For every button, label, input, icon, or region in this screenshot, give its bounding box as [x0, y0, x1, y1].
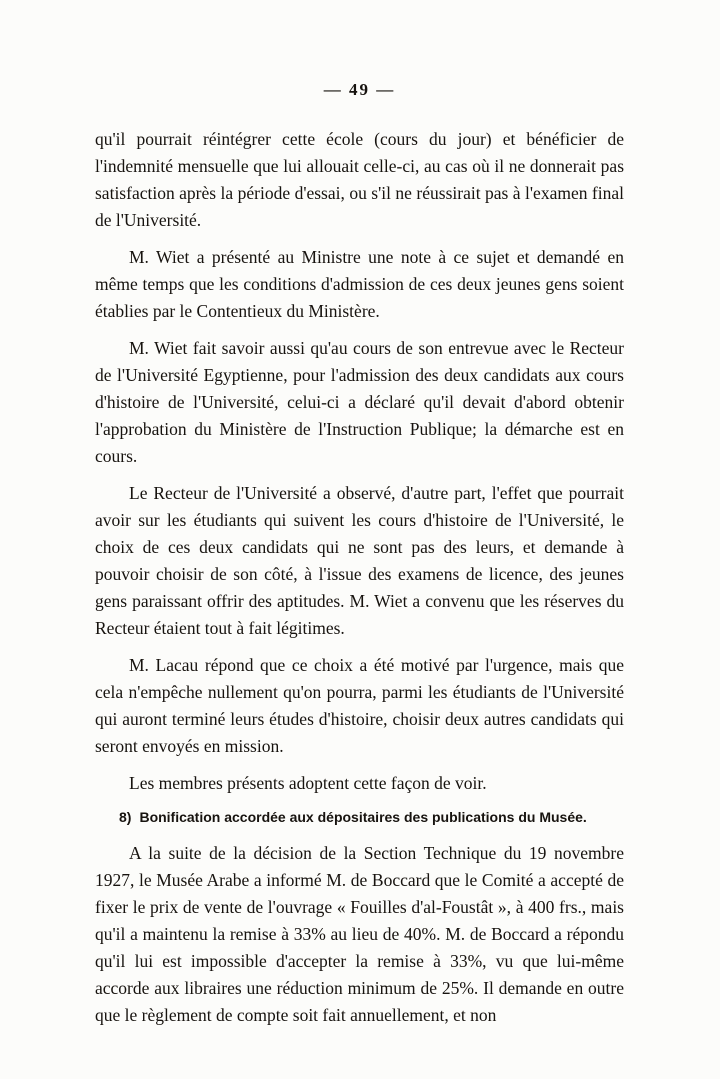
paragraph: A la suite de la décision de la Section Technique du 19 novembre 1927, le Musée Arabe a informé M. de Boccard que le Comité a accepté de fixer le prix de vente de l'ouvrage « Fouilles d'al-Foustât », à 400 frs., mais qu'il a maintenu la remise à 33% au lieu de 40%. M. de Boccard a répondu qu'il lui est impossible d'accepter la remise à 33%, vu que lui-même accorde aux libraires une réduction minimum de 25%. Il demande en outre que le règlement de compte soit fait annuellement, et non	[95, 843, 624, 1025]
section-heading-title: Bonification accordée aux dépositaires des publications du Musée.	[139, 809, 587, 825]
paragraph: M. Wiet a présenté au Ministre une note à ce sujet et demandé en même temps que les conditions d'admission de ces deux jeunes gens soient établies par le Contentieux du Ministère.	[95, 247, 624, 321]
section-heading-number: 8)	[119, 809, 132, 825]
paragraph: qu'il pourrait réintégrer cette école (cours du jour) et bénéficier de l'indemnité mensuelle que lui allouait celle-ci, au cas où il ne donnerait pas satisfaction après la période d'essai, ou s'il ne réussirait pas à l'examen final de l'Université.	[95, 129, 624, 230]
paragraph: Le Recteur de l'Université a observé, d'autre part, l'effet que pourrait avoir sur les étudiants qui suivent les cours d'histoire de l'Université, le choix de ces deux candidats qui ne sont pas des leurs, et demande à pouvoir choisir de son côté, à l'issue des examens de licence, des jeunes gens paraissant offrir des aptitudes. M. Wiet a convenu que les réserves du Recteur étaient tout à fait légitimes.	[95, 483, 624, 638]
paragraph: Les membres présents adoptent cette façon de voir.	[129, 773, 487, 793]
paragraph: M. Lacau répond que ce choix a été motivé par l'urgence, mais que cela n'empêche nullement qu'on pourra, parmi les étudiants de l'Université qui auront terminé leurs études d'histoire, choisir deux autres candidats qui seront envoyés en mission.	[95, 655, 624, 756]
section-heading	[119, 807, 624, 828]
page-number: — 49 —	[323, 80, 396, 99]
page-body	[95, 126, 624, 1029]
paragraph: M. Wiet fait savoir aussi qu'au cours de son entrevue avec le Recteur de l'Université Egyptienne, pour l'admission des deux candidats aux cours d'histoire de l'Université, celui-ci a déclaré qu'il devait d'abord obtenir l'approbation du Ministère de l'Instruction Publique; la démarche est en cours.	[95, 338, 624, 466]
